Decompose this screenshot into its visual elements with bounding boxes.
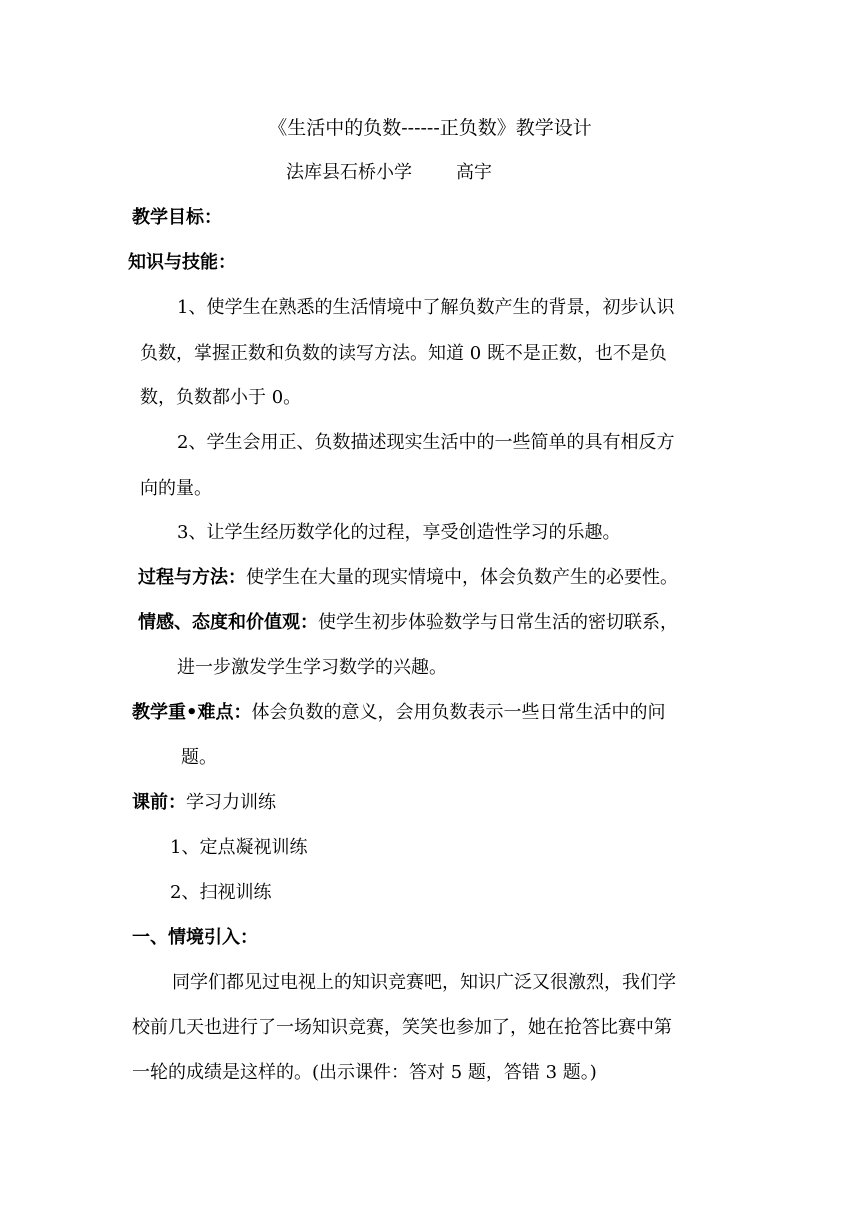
emotion-text-1: 使学生初步体验数学与日常生活的密切联系， [318,612,678,633]
process-paragraph [138,566,678,590]
knowledge-heading: 知识与技能： [128,252,236,273]
goals-heading: 教学目标： [132,207,222,228]
process-label: 过程与方法： [138,567,246,588]
key-points-text-1: 体会负数的意义，会用负数表示一些日常生活中的问 [251,702,666,723]
knowledge-item-2-line-2: 向的量。 [140,478,212,499]
knowledge-item-1-line-1: 1、使学生在熟悉的生活情境中了解负数产生的背景，初步认识 [177,297,675,318]
section1-heading: 一、情境引入： [132,927,258,948]
pre-class-text: 学习力训练 [186,792,276,813]
knowledge-item-1-line-3: 数，负数都小于 0。 [140,387,302,408]
emotion-paragraph-line-1 [138,611,678,635]
section1-paragraph-line-3: 一轮的成绩是这样的。(出示课件：答对 5 题，答错 3 题。) [132,1062,597,1083]
pre-class-label: 课前： [132,792,186,813]
knowledge-item-1-line-2: 负数，掌握正数和负数的读写方法。知道 0 既不是正数，也不是负 [140,343,667,364]
emotion-text-2: 进一步激发学生学习数学的兴趣。 [177,657,447,678]
section1-paragraph-line-1: 同学们都见过电视上的知识竞赛吧，知识广泛又很激烈，我们学 [172,972,676,993]
process-text: 使学生在大量的现实情境中，体会负数产生的必要性。 [246,567,678,588]
emotion-label: 情感、态度和价值观： [138,612,318,633]
pre-class-item-1: 1、定点凝视训练 [170,837,308,858]
author-name: 高宇 [456,162,492,183]
author-school: 法库县石桥小学 [286,162,412,183]
pre-class-item-2: 2、扫视训练 [170,882,272,903]
knowledge-item-3-line-1: 3、让学生经历数学化的过程，享受创造性学习的乐趣。 [177,522,621,543]
key-points-text-2: 题。 [181,747,217,768]
document-title: 《生活中的负数------正负数》教学设计 [268,117,592,139]
pre-class-paragraph [132,791,276,815]
key-points-label: 教学重•难点： [132,702,252,723]
knowledge-item-2-line-1: 2、学生会用正、负数描述现实生活中的一些简单的具有相反方 [177,432,675,453]
key-points-paragraph-line-1 [132,701,666,725]
section1-paragraph-line-2: 校前几天也进行了一场知识竞赛，笑笑也参加了，她在抢答比赛中第 [132,1017,672,1038]
